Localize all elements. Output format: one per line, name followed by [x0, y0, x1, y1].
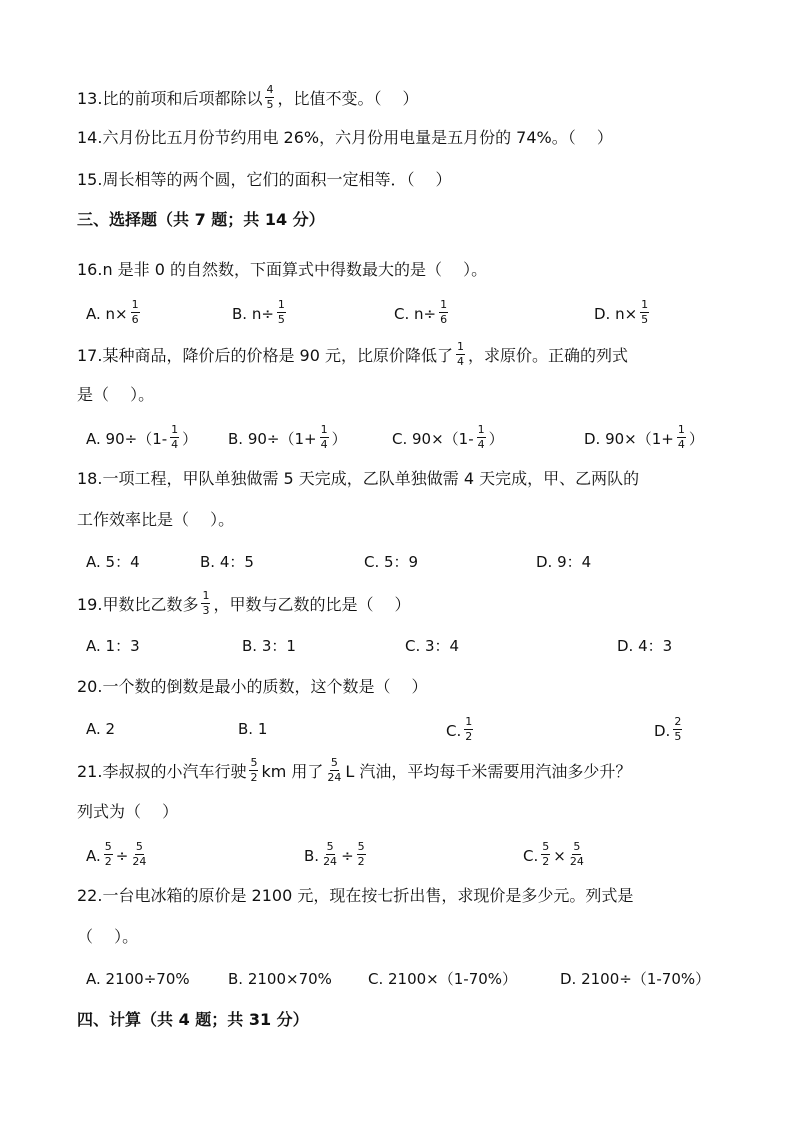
question-22: 22.一台电冰箱的原价是 2100 元，现在按七折出售，求现价是多少元。列式是	[77, 886, 634, 905]
q18-option-a: A. 5：4	[86, 553, 140, 571]
q18-option-d: D. 9：4	[536, 553, 592, 571]
q19-option-b: B. 3：1	[242, 637, 296, 655]
q16-option-b: B. n÷ $\frac{1}{5}$	[232, 298, 285, 326]
fraction: $\frac{1}{5}$	[641, 298, 649, 326]
q19-option-a: A. 1：3	[86, 637, 140, 655]
question-18-continued: 工作效率比是（ ）。	[77, 510, 235, 529]
fraction: $\frac{1}{4}$	[477, 423, 485, 451]
fraction: $\frac{4}{5}$	[266, 83, 274, 111]
q22-option-c: C. 2100×（1-70%）	[368, 970, 518, 988]
q20-option-d: D. $\frac{2}{5}$	[654, 715, 682, 743]
fraction: $\frac{1}{2}$	[465, 715, 473, 743]
question-14	[77, 127, 753, 149]
q16-option-d: D. n× $\frac{1}{5}$	[594, 298, 649, 326]
section-3-heading	[77, 209, 753, 231]
fraction: $\frac{5}{2}$	[542, 840, 550, 868]
q17-option-c: C. 90×（1- $\frac{1}{4}$ ）	[392, 423, 504, 451]
question-20: 20.一个数的倒数是最小的质数，这个数是（ ）	[77, 677, 428, 696]
fraction: $\frac{1}{6}$	[131, 298, 139, 326]
question-17-continued: 是（ ）。	[77, 385, 155, 404]
question-21-continued: 列式为（ ）	[77, 802, 179, 821]
question-21: 21.李叔叔的小汽车行驶 $\frac{5}{2}$ km 用了 $\frac{5}{24}$ L 汽油，平均每千米需要用汽油多少升？	[77, 756, 632, 784]
question-16-stem: 16.n 是非 0 的自然数，下面算式中得数最大的是（ ）。	[77, 260, 488, 279]
question-15-text: 15.周长相等的两个圆，它们的面积一定相等．（ ）	[77, 170, 452, 189]
question-14-text: 14.六月份比五月份节约用电 26%，六月份用电量是五月份的 74%。（ ）	[77, 128, 613, 147]
section-4-title: 四、计算（共 4 题；共 31 分）	[77, 1010, 309, 1029]
q22-option-b: B. 2100×70%	[228, 970, 332, 988]
question-13-text-a: 13.比的前项和后项都除以	[77, 89, 263, 108]
q18-option-b: B. 4：5	[200, 553, 254, 571]
fraction: $\frac{1}{6}$	[440, 298, 448, 326]
fraction: $\frac{5}{2}$	[250, 756, 258, 784]
q18-option-c: C. 5：9	[364, 553, 419, 571]
fraction: $\frac{1}{4}$	[677, 423, 685, 451]
question-13-text-b: ，比值不变。（ ）	[277, 89, 419, 108]
q21-option-b: B. $\frac{5}{24}$ ÷ $\frac{5}{2}$	[304, 840, 365, 868]
fraction: $\frac{1}{5}$	[277, 298, 285, 326]
q19-option-c: C. 3：4	[405, 637, 460, 655]
fraction: $\frac{5}{24}$	[323, 840, 338, 868]
question-15	[77, 169, 753, 191]
q17-option-a: A. 90÷（1- $\frac{1}{4}$ ）	[86, 423, 198, 451]
q16-option-a: A. n× $\frac{1}{6}$	[86, 298, 139, 326]
fraction: $\frac{5}{24}$	[327, 756, 342, 784]
fraction: $\frac{1}{3}$	[202, 589, 210, 617]
fraction: $\frac{1}{4}$	[456, 340, 464, 368]
q20-option-b: B. 1	[238, 720, 268, 738]
fraction: $\frac{5}{24}$	[132, 840, 147, 868]
question-17: 17.某种商品，降价后的价格是 90 元，比原价降低了 $\frac{1}{4}$ ，求原价。正确的列式	[77, 340, 628, 368]
q21-option-c: C. $\frac{5}{2}$ × $\frac{5}{24}$	[523, 840, 584, 868]
section-4-heading	[77, 1009, 753, 1031]
q20-option-a: A. 2	[86, 720, 116, 738]
question-13	[77, 83, 753, 113]
fraction: $\frac{5}{2}$	[104, 840, 112, 868]
q17-option-d: D. 90×（1+ $\frac{1}{4}$ ）	[584, 423, 704, 451]
fraction: $\frac{1}{4}$	[320, 423, 328, 451]
q21-option-a: A. $\frac{5}{2}$ ÷ $\frac{5}{24}$	[86, 840, 147, 868]
question-18: 18.一项工程，甲队单独做需 5 天完成，乙队单独做需 4 天完成，甲、乙两队的	[77, 469, 640, 488]
fraction: $\frac{2}{5}$	[674, 715, 682, 743]
fraction: $\frac{5}{24}$	[569, 840, 584, 868]
fraction: $\frac{1}{4}$	[171, 423, 179, 451]
section-3-title: 三、选择题（共 7 题；共 14 分）	[77, 210, 325, 229]
q19-option-d: D. 4：3	[617, 637, 673, 655]
q22-option-d: D. 2100÷（1-70%）	[560, 970, 711, 988]
question-22-continued: （ ）。	[77, 927, 139, 946]
fraction: $\frac{5}{2}$	[357, 840, 365, 868]
question-16	[77, 259, 753, 281]
q17-option-b: B. 90÷（1+ $\frac{1}{4}$ ）	[228, 423, 347, 451]
q22-option-a: A. 2100÷70%	[86, 970, 190, 988]
question-19: 19.甲数比乙数多 $\frac{1}{3}$ ，甲数与乙数的比是（ ）	[77, 589, 411, 617]
q20-option-c: C. $\frac{1}{2}$	[446, 715, 473, 743]
q16-option-c: C. n÷ $\frac{1}{6}$	[394, 298, 448, 326]
